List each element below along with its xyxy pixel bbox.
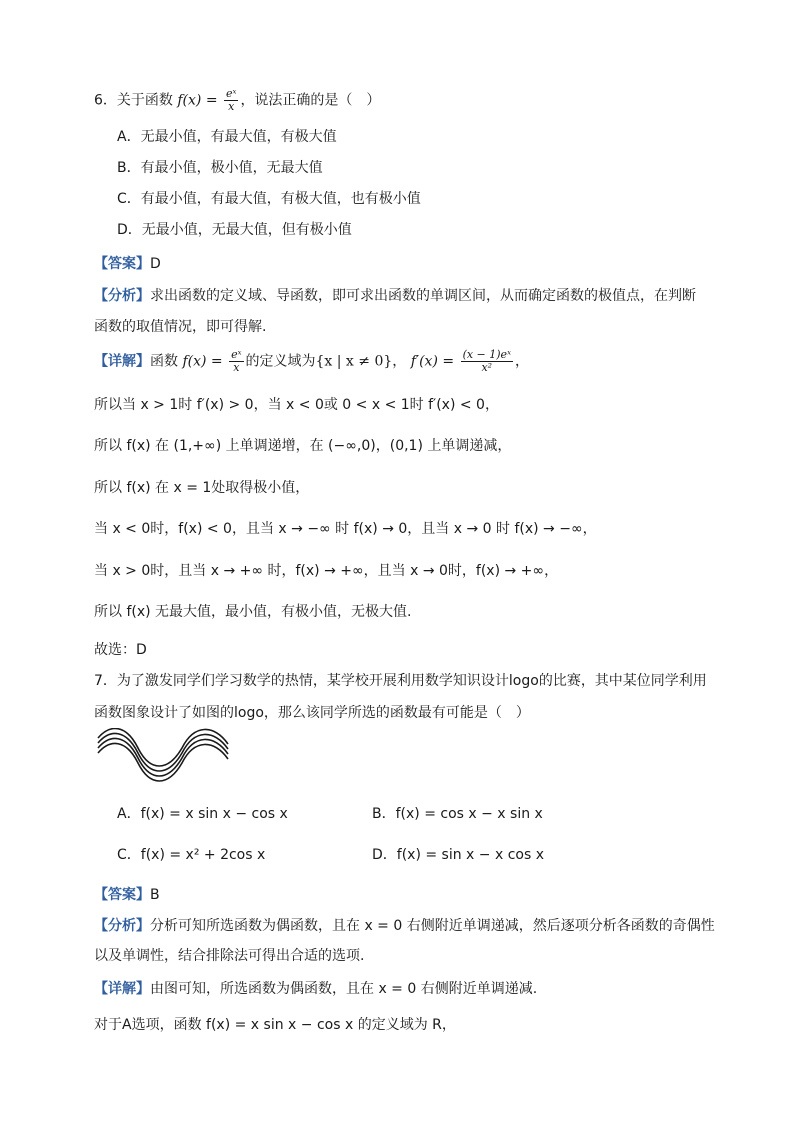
detail-func: f(x) = <box>182 353 223 370</box>
q7-answer <box>94 885 160 905</box>
detail-derivative: f′(x) = <box>410 353 455 370</box>
detail-text: 由图可知，所选函数为偶函数，且在 x = 0 右侧附近单调递减. <box>150 981 538 997</box>
q6-stem-prefix: 关于函数 <box>116 92 173 109</box>
q6-fraction <box>224 88 238 113</box>
logo-wave-figure <box>92 728 238 790</box>
q6-analysis-1 <box>94 286 696 306</box>
detail-domain: {x | x ≠ 0} <box>315 353 393 370</box>
answer-tag: 【答案】 <box>94 887 150 903</box>
q6-line-6: 当 x > 0时，且当 x → +∞ 时，f(x) → +∞，且当 x → 0时，f(x) → +∞， <box>94 563 559 579</box>
q6-number: 6． <box>94 92 117 109</box>
q6-line-5: 当 x < 0时，f(x) < 0，且当 x → −∞ 时 f(x) → 0，且当 x → 0 时 f(x) → −∞， <box>94 521 597 537</box>
q7-stem-2: 函数图象设计了如图的logo，那么该同学所选的函数最有可能是（ ） <box>94 705 530 721</box>
analysis-tag: 【分析】 <box>94 918 150 934</box>
q6-stem <box>94 88 380 113</box>
q6-line-4: 所以 f(x) 在 x = 1处取得极小值， <box>94 480 310 496</box>
q6-frac-den: x <box>228 100 235 113</box>
q6-detail-1 <box>94 349 529 374</box>
q6-answer <box>94 254 161 274</box>
q6-frac-num: eˣ <box>226 87 237 100</box>
q7-detail-1 <box>94 979 537 999</box>
q6-choose: 故选：D <box>94 642 147 658</box>
detail-comma-2: ， <box>514 353 529 370</box>
analysis-text: 分析可知所选函数为偶函数，且在 x = 0 右侧附近单调递减，然后逐项分析各函数的奇偶性 <box>150 918 715 934</box>
analysis-text: 求出函数的定义域、导函数，即可求出函数的单调区间，从而确定函数的极值点，在判断 <box>150 288 696 304</box>
q7-option-a: A．f(x) = x sin x − cos x <box>117 806 288 822</box>
detail-tag: 【详解】 <box>94 981 150 997</box>
q7-option-c: C．f(x) = x² + 2cos x <box>117 847 266 863</box>
q6-line-3: 所以 f(x) 在 (1,+∞) 上单调递增，在 (−∞,0)，(0,1) 上单调递减， <box>94 438 512 454</box>
detail-frac2-num: (x − 1)eˣ <box>462 348 511 361</box>
detail-frac2-den: x² <box>481 361 493 374</box>
q6-option-d: D．无最小值，无最大值，但有极小值 <box>117 222 352 238</box>
q6-line-7: 所以 f(x) 无最大值，最小值，有极小值，无极大值. <box>94 604 412 620</box>
detail-frac-num: eˣ <box>231 348 242 361</box>
q7-option-b: B．f(x) = cos x − x sin x <box>372 806 543 822</box>
q6-func-lhs: f(x) = <box>177 92 218 109</box>
q7-detail-2: 对于A选项，函数 f(x) = x sin x − cos x 的定义域为 R， <box>94 1017 456 1033</box>
detail-tag: 【详解】 <box>94 353 150 370</box>
q7-option-d: D．f(x) = sin x − x cos x <box>372 847 544 863</box>
q6-line-2: 所以当 x > 1时 f′(x) > 0，当 x < 0或 0 < x < 1时 f′(x) < 0， <box>94 397 499 413</box>
q7-stem-1: 7．为了激发同学们学习数学的热情，某学校开展利用数学知识设计logo的比赛，其中某位同学利用 <box>94 673 707 689</box>
detail-comma: ， <box>392 353 407 370</box>
detail-fraction <box>229 349 243 374</box>
detail-fraction-2 <box>461 349 513 374</box>
q6-analysis-2: 函数的取值情况，即可得解. <box>94 319 267 335</box>
q6-stem-suffix: ，说法正确的是（ ） <box>240 92 381 109</box>
analysis-tag: 【分析】 <box>94 288 150 304</box>
answer-value: B <box>150 887 160 903</box>
q6-option-c: C．有最小值，有最大值，有极大值，也有极小值 <box>117 191 421 207</box>
answer-tag: 【答案】 <box>94 256 150 272</box>
q7-analysis-2: 以及单调性，结合排除法可得出合适的选项. <box>94 948 365 964</box>
answer-value: D <box>150 256 161 272</box>
q7-analysis-1 <box>94 916 715 936</box>
q6-option-b: B．有最小值，极小值，无最大值 <box>117 160 323 176</box>
q6-option-a: A．无最小值，有最大值，有极大值 <box>117 129 337 145</box>
detail-frac-den: x <box>233 361 240 374</box>
detail-text-2: 的定义域为 <box>245 353 316 370</box>
detail-text: 函数 <box>150 353 178 370</box>
